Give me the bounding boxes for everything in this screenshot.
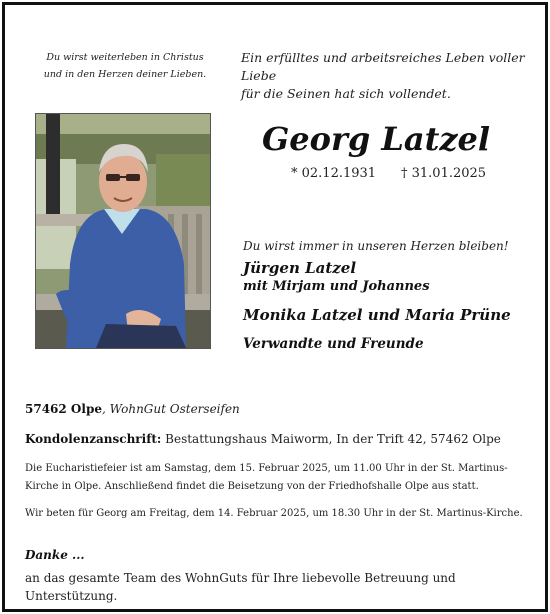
service-info: [25, 460, 537, 496]
thanks-body: an das gesamte Team des WohnGuts für Ihre liebevolle Betreuung und Unterstützung.: [25, 571, 456, 603]
verse-left-line-1: Du wirst weiterleben in Christus: [46, 52, 204, 63]
location-city: 57462 Olpe: [25, 402, 102, 416]
verse-left: [41, 49, 209, 83]
birth-date: * 02.12.1931: [291, 166, 377, 181]
location-detail: , WohnGut Osterseifen: [101, 402, 240, 416]
condolence-address: Bestattungshaus Maiworm, In der Trift 42, 57462 Olpe: [161, 432, 501, 446]
verse-right-line-1: Ein erfülltes und arbeitsreiches Leben voller Liebe: [241, 50, 525, 83]
portrait-photo: [35, 113, 211, 349]
verse-right-line-2: für die Seinen hat sich vollendet.: [241, 86, 451, 101]
service-line-2: Kirche in Olpe. Anschließend findet die Beisetzung von der Friedhofshalle Olpe aus statt.: [25, 481, 479, 492]
verse-left-line-2: und in den Herzen deiner Lieben.: [43, 69, 207, 80]
service-line-1: Die Eucharistiefeier ist am Samstag, dem 15. Februar 2025, um 11.00 Uhr in der St. Martinus-: [25, 463, 508, 474]
deceased-name: Georg Latzel: [261, 120, 491, 158]
mourner-line-4: Verwandte und Freunde: [243, 336, 424, 352]
location-line: [25, 400, 537, 418]
verse-right: [241, 49, 541, 103]
condolence-line: [25, 430, 537, 448]
prayer-info: Wir beten für Georg am Freitag, dem 14. Februar 2025, um 18.30 Uhr in der St. Martinus-Kirche.: [25, 508, 523, 519]
condolence-label: Kondolenzanschrift:: [25, 432, 162, 446]
mourner-line-3: Monika Latzel und Maria Prüne: [243, 306, 511, 324]
mourner-quote: Du wirst immer in unseren Herzen bleiben!: [243, 239, 509, 253]
thanks-heading: Danke ...: [25, 548, 85, 562]
mourner-line-1: Jürgen Latzel: [243, 259, 357, 277]
mourner-line-2: mit Mirjam und Johannes: [243, 279, 430, 294]
obituary-card: [2, 2, 548, 612]
death-date: † 31.01.2025: [401, 166, 487, 181]
